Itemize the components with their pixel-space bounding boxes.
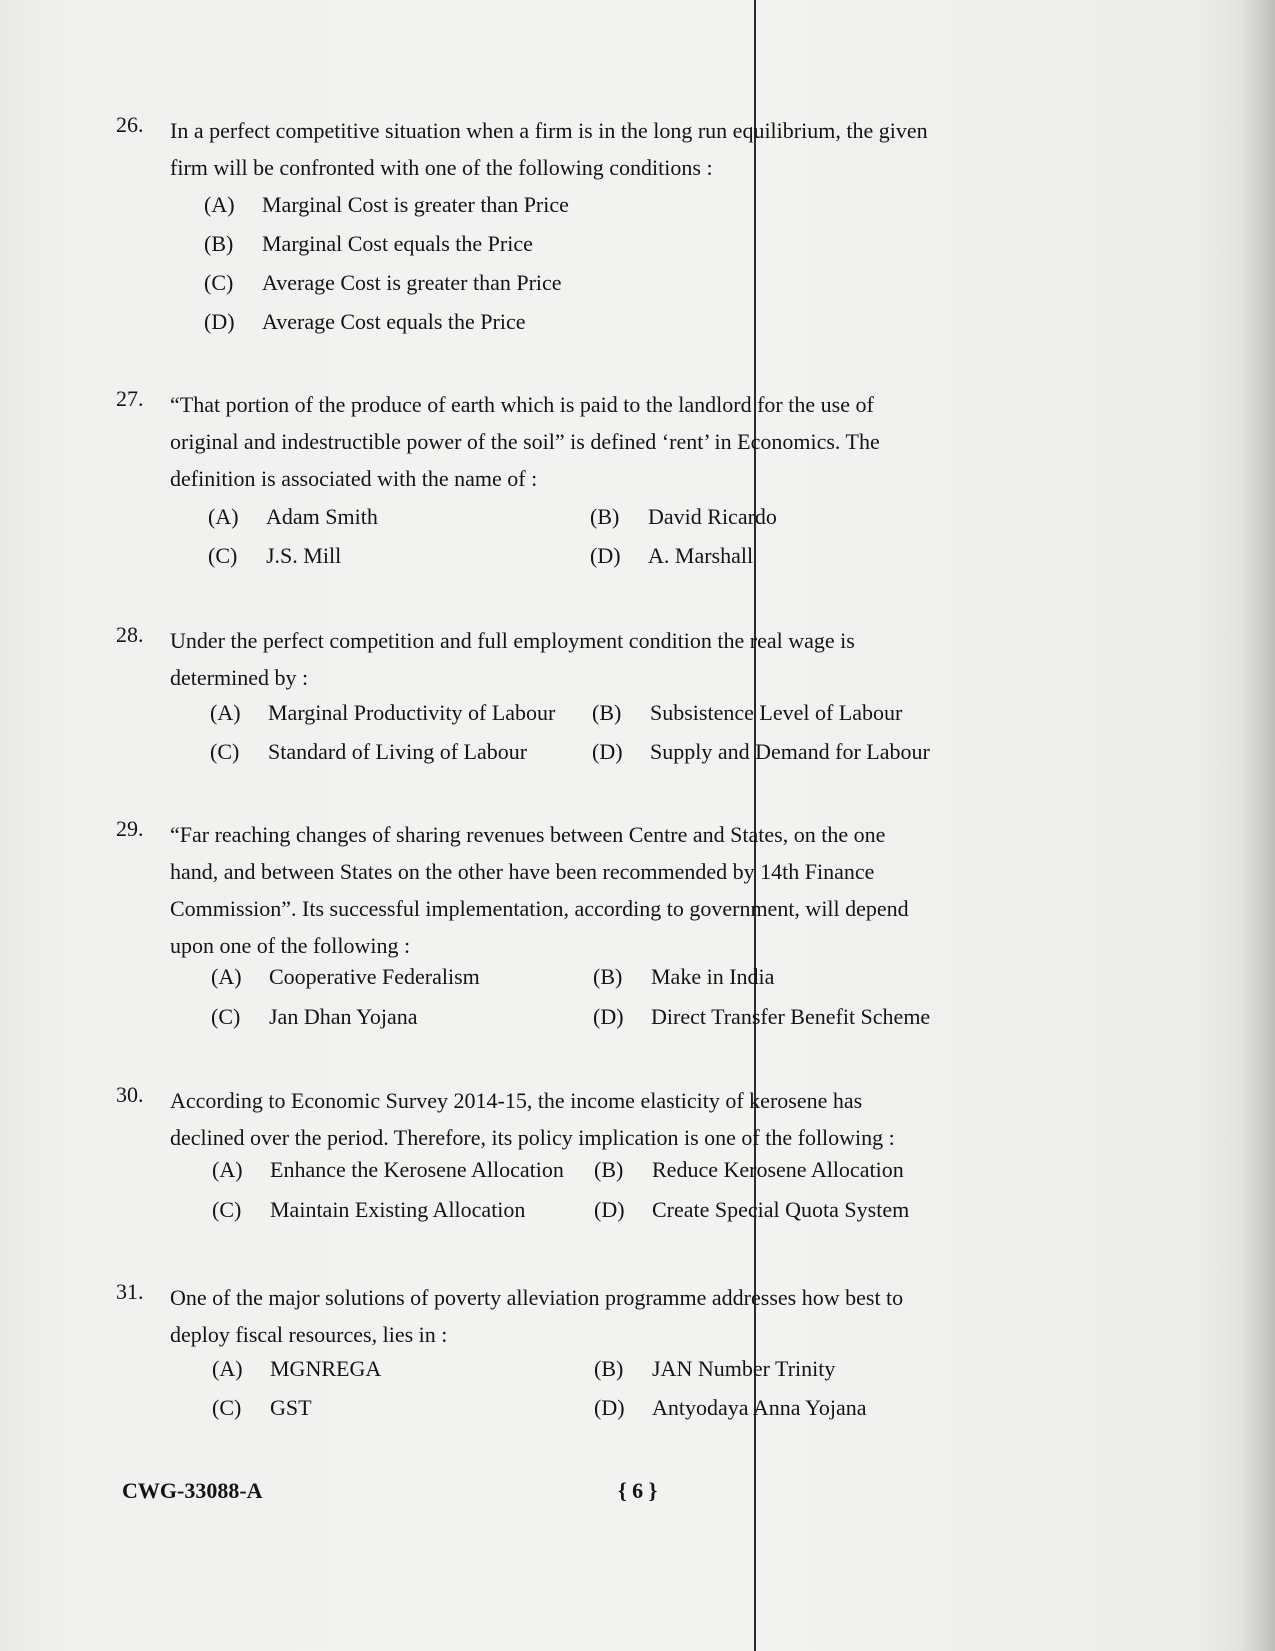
- option-b[interactable]: (B) David Ricardo: [590, 504, 777, 529]
- question-text: According to Economic Survey 2014-15, the income elasticity of kerosene has declined over the period. Therefore, its policy implication is one of the following :: [170, 1088, 895, 1150]
- option-a[interactable]: (A) Enhance the Kerosene Allocation: [212, 1157, 564, 1182]
- option-c[interactable]: (C) Standard of Living of Labour: [210, 739, 528, 764]
- option-d[interactable]: (D) Antyodaya Anna Yojana: [594, 1395, 867, 1420]
- option-b[interactable]: (B) Marginal Cost equals the Price: [204, 231, 533, 256]
- question-28: [116, 622, 970, 696]
- option-a[interactable]: (A) MGNREGA: [212, 1356, 382, 1381]
- question-number: 27.: [116, 386, 144, 411]
- option-c[interactable]: (C) Jan Dhan Yojana: [211, 1004, 418, 1029]
- option-d[interactable]: (D) Create Special Quota System: [594, 1197, 910, 1222]
- question-29: [116, 816, 970, 964]
- question-31: [116, 1279, 970, 1353]
- option-a[interactable]: (A) Marginal Cost is greater than Price: [204, 192, 569, 217]
- question-26: [116, 112, 970, 186]
- question-number: 26.: [116, 112, 144, 137]
- option-b[interactable]: (B) Subsistence Level of Labour: [592, 700, 903, 725]
- option-b[interactable]: (B) Make in India: [593, 964, 775, 989]
- option-d[interactable]: (D) Average Cost equals the Price: [204, 309, 526, 334]
- option-c[interactable]: (C) Maintain Existing Allocation: [212, 1197, 526, 1222]
- page-edge-shadow: [1241, 0, 1275, 1651]
- option-d[interactable]: (D) Direct Transfer Benefit Scheme: [593, 1004, 931, 1029]
- question-text: “That portion of the produce of earth which is paid to the landlord for the use of original and indestructible power of the soil” is defined ‘rent’ in Economics. The definition is associated with the name of :: [170, 392, 880, 491]
- option-c[interactable]: (C) GST: [212, 1395, 312, 1420]
- question-text: “Far reaching changes of sharing revenues between Centre and States, on the one hand, and between States on the other have been recommended by 14th Finance Commission”. Its successful implementation, according to government, will depend upon one of the following :: [170, 822, 909, 958]
- option-d[interactable]: (D) A. Marshall: [590, 543, 754, 568]
- option-c[interactable]: (C) J.S. Mill: [208, 543, 342, 568]
- question-number: 30.: [116, 1082, 144, 1107]
- question-number: 28.: [116, 622, 144, 647]
- question-number: 29.: [116, 816, 144, 841]
- question-27: [116, 386, 970, 497]
- question-number: 31.: [116, 1279, 144, 1304]
- page-number: { 6 }: [618, 1478, 658, 1503]
- question-text: In a perfect competitive situation when a firm is in the long run equilibrium, the given firm will be confronted with one of the following conditions :: [170, 118, 928, 180]
- option-b[interactable]: (B) JAN Number Trinity: [594, 1356, 836, 1381]
- question-text: Under the perfect competition and full employment condition the real wage is determined by :: [170, 628, 855, 690]
- option-d[interactable]: (D) Supply and Demand for Labour: [592, 739, 930, 764]
- question-text: One of the major solutions of poverty alleviation programme addresses how best to deploy fiscal resources, lies in :: [170, 1285, 904, 1347]
- question-30: [116, 1082, 970, 1156]
- option-c[interactable]: (C) Average Cost is greater than Price: [204, 270, 562, 295]
- option-a[interactable]: (A) Adam Smith: [208, 504, 378, 529]
- option-b[interactable]: (B) Reduce Kerosene Allocation: [594, 1157, 904, 1182]
- paper-code: CWG-33088-A: [122, 1478, 263, 1503]
- option-a[interactable]: (A) Cooperative Federalism: [211, 964, 480, 989]
- option-a[interactable]: (A) Marginal Productivity of Labour: [210, 700, 556, 725]
